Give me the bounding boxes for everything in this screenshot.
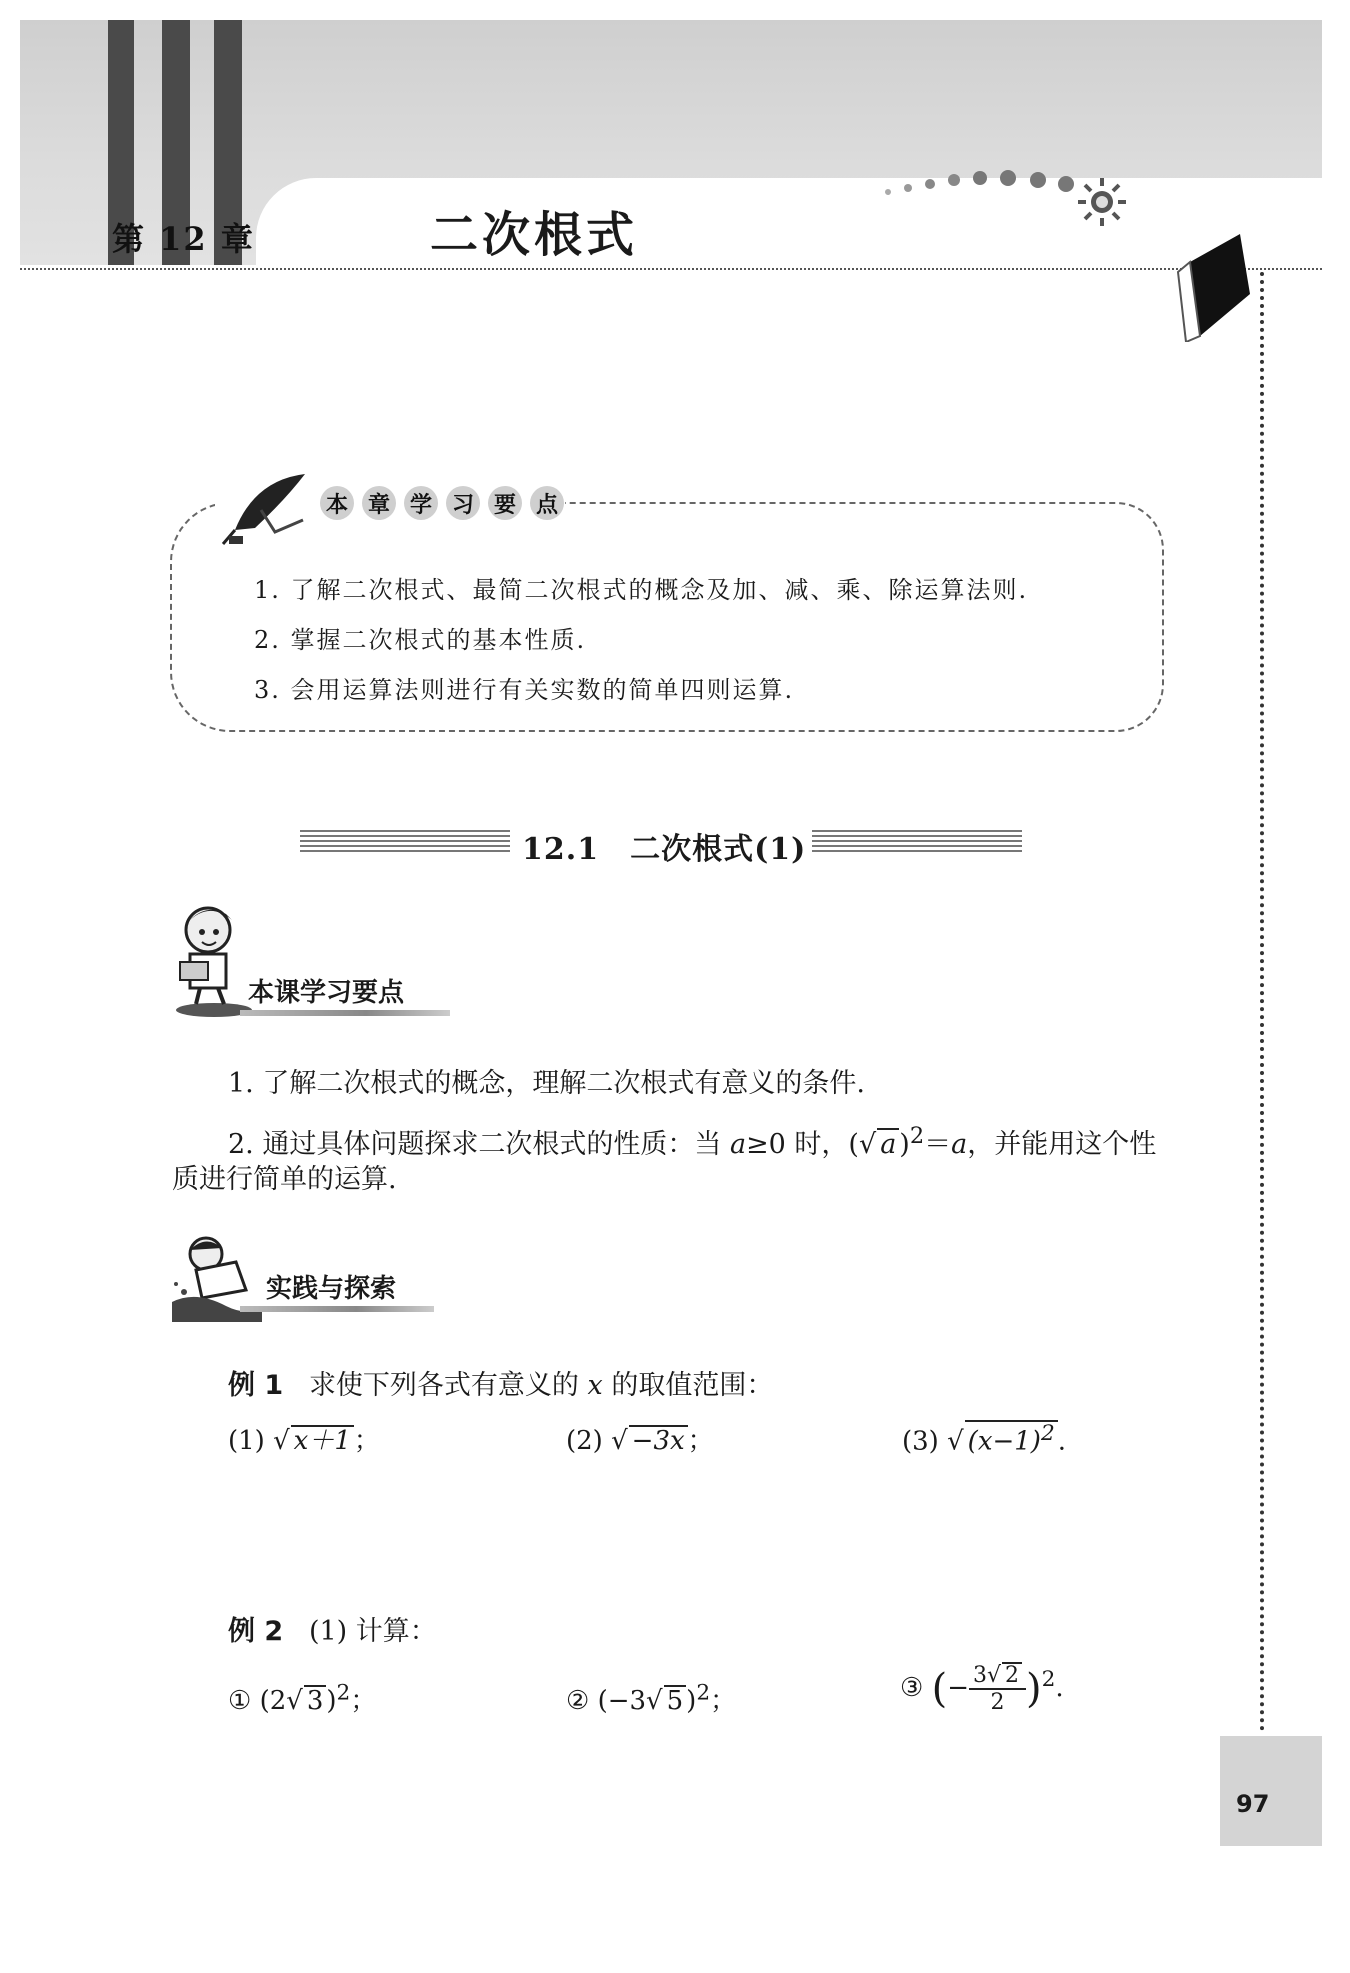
- chapter-keypoint-item: 1. 了解二次根式、最简二次根式的概念及加、减、乘、除运算法则.: [254, 576, 1029, 604]
- section-title-rule-left: [300, 830, 510, 852]
- radicand: −3x: [629, 1425, 688, 1456]
- chapter-label: 第 12 章: [112, 220, 255, 258]
- fraction-denominator: 2: [990, 1690, 1005, 1716]
- part-number: (3): [902, 1426, 948, 1457]
- sqrt-sign: √: [273, 1426, 290, 1456]
- example-1-part-2: [566, 1420, 714, 1457]
- math-var: a: [729, 1129, 747, 1160]
- exponent: 2: [1040, 1421, 1055, 1446]
- punctuation: ；: [353, 1426, 380, 1456]
- sun-icon: [1072, 172, 1132, 232]
- section-title-rule-right: [812, 830, 1022, 852]
- coefficient: 3: [972, 1663, 987, 1688]
- fraction: [969, 1662, 1026, 1716]
- page-number: 97: [1236, 1790, 1270, 1818]
- example-2-calc-2: [566, 1680, 736, 1717]
- heading-char: 本: [320, 486, 354, 520]
- radicand: 2: [1002, 1662, 1022, 1688]
- calc-text: ③: [900, 1672, 932, 1703]
- text-span: ): [899, 1129, 910, 1160]
- quill-pen-icon: [215, 470, 315, 550]
- example-1-prompt: [228, 1364, 773, 1408]
- punctuation: ；: [687, 1426, 714, 1456]
- text-span: ，并能用这个性: [967, 1129, 1157, 1160]
- minus-sign: −: [947, 1672, 969, 1703]
- chapter-keypoints-heading: [320, 486, 564, 520]
- example-1-part-3: [902, 1420, 1066, 1457]
- chapter-keypoint-item: 3. 会用运算法则进行有关实数的简单四则运算.: [254, 676, 795, 704]
- part-number: (2): [566, 1426, 612, 1456]
- heading-underline: [240, 1306, 434, 1312]
- lesson-keypoints-heading: 本课学习要点: [248, 978, 405, 1008]
- lesson-keypoint-continuation: 质进行简单的运算.: [172, 1164, 397, 1195]
- math-var: x: [587, 1370, 603, 1401]
- paren-close: ): [1026, 1665, 1042, 1712]
- example-2-calc-1: [228, 1680, 376, 1717]
- paren-open: (: [931, 1665, 948, 1712]
- text-span: ＝: [924, 1129, 952, 1160]
- heading-char: 要: [488, 486, 522, 520]
- heading-char: 点: [530, 486, 564, 520]
- example-2-prompt: [228, 1610, 437, 1654]
- heading-char: 习: [446, 486, 480, 520]
- section-title: 12.1 二次根式(1): [522, 832, 807, 867]
- exponent: 2: [1041, 1667, 1056, 1693]
- text-span: (1) 计算：: [308, 1616, 437, 1647]
- punctuation: ；: [350, 1686, 377, 1716]
- lesson-keypoint-item: 1. 了解二次根式的概念，理解二次根式有意义的条件.: [228, 1068, 865, 1099]
- chapter-keypoint-item: 2. 掌握二次根式的基本性质.: [254, 626, 587, 654]
- exponent: 2: [909, 1123, 925, 1149]
- punctuation: ；: [710, 1686, 737, 1716]
- radicand: [965, 1420, 1058, 1456]
- part-number: (1): [228, 1426, 274, 1456]
- reading-boy-icon: [166, 900, 256, 1020]
- calc-text: ): [686, 1686, 697, 1716]
- exponent: 2: [336, 1680, 351, 1706]
- calc-text: ): [326, 1686, 337, 1716]
- chapter-title: 二次根式: [430, 207, 639, 263]
- punctuation: .: [1055, 1672, 1064, 1703]
- sqrt-sign: √: [286, 1686, 303, 1716]
- radicand: 3: [304, 1685, 327, 1716]
- calc-text: ② (−3: [566, 1686, 647, 1716]
- decorative-dots-icon: [880, 158, 1080, 198]
- example-2-calc-3: [900, 1662, 1064, 1716]
- radicand: 5: [664, 1685, 687, 1716]
- surfing-boy-icon: [166, 1232, 266, 1332]
- heading-char: 章: [362, 486, 396, 520]
- heading-char: 学: [404, 486, 438, 520]
- radicand: x＋1: [291, 1425, 354, 1456]
- calc-text: ① (2: [228, 1686, 287, 1716]
- example-1-part-1: [228, 1420, 380, 1457]
- math-var: a: [951, 1129, 968, 1160]
- punctuation: .: [1057, 1426, 1066, 1457]
- radicand: a: [877, 1128, 899, 1160]
- example-label: 例 1: [228, 1370, 284, 1401]
- margin-dotted-line: [1260, 272, 1264, 1732]
- book-icon: [1172, 232, 1252, 342]
- text-span: 的取值范围：: [602, 1370, 774, 1401]
- sqrt-sign: √: [858, 1129, 877, 1160]
- heading-underline: [240, 1010, 450, 1016]
- text-span: 求使下列各式有意义的: [308, 1370, 588, 1401]
- example-label: 例 2: [228, 1616, 284, 1647]
- exponent: 2: [696, 1680, 711, 1706]
- practice-heading: 实践与探索: [266, 1274, 397, 1304]
- text-span: ≥0 时，(: [746, 1129, 859, 1160]
- sqrt-sign: √: [947, 1426, 964, 1457]
- sqrt-sign: √: [646, 1686, 663, 1716]
- radicand-base: (x−1): [967, 1426, 1041, 1457]
- header-divider: [20, 268, 1322, 270]
- sqrt-sign: √: [611, 1426, 628, 1456]
- text-span: 2. 通过具体问题探求二次根式的性质：当: [228, 1129, 730, 1160]
- fraction-numerator: 3√ 2: [969, 1662, 1026, 1690]
